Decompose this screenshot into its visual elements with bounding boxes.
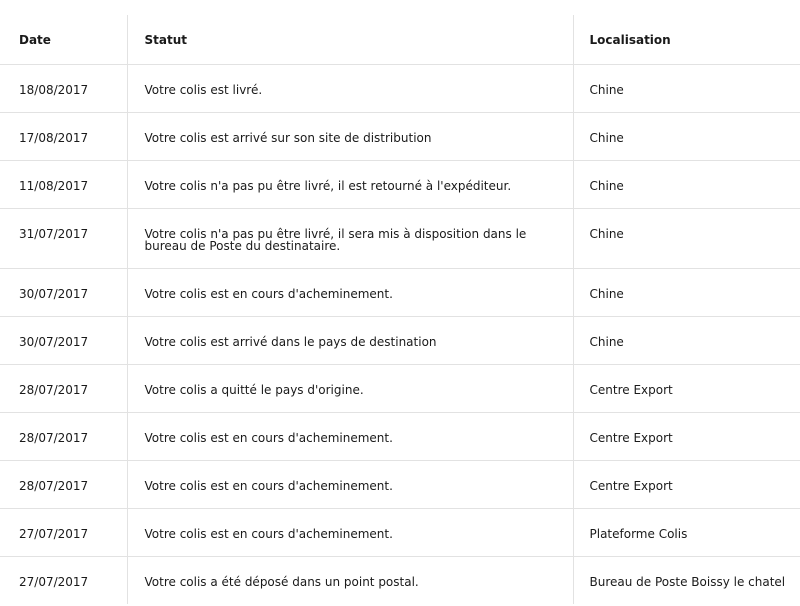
row-date: 11/08/2017 xyxy=(0,160,127,208)
header-location: Localisation xyxy=(573,15,800,64)
row-status: Votre colis n'a pas pu être livré, il sera mis à disposition dans le bureau de Poste du destinataire. xyxy=(127,208,573,268)
table-row xyxy=(0,208,800,268)
table-row xyxy=(0,160,800,208)
header-date: Date xyxy=(0,15,127,64)
table-body xyxy=(0,64,800,604)
row-status: Votre colis n'a pas pu être livré, il est retourné à l'expéditeur. xyxy=(127,160,573,208)
row-date: 27/07/2017 xyxy=(19,574,89,589)
row-date: 18/08/2017 xyxy=(0,64,127,112)
row-date: 28/07/2017 xyxy=(0,460,127,508)
row-status: Votre colis est en cours d'acheminement. xyxy=(127,460,573,508)
row-location: Centre Export xyxy=(573,412,800,460)
row-status: Votre colis est en cours d'acheminement. xyxy=(127,412,573,460)
row-location: Chine xyxy=(573,64,800,112)
table-row xyxy=(0,364,800,412)
table-row xyxy=(0,316,800,364)
row-status: Votre colis est arrivé sur son site de distribution xyxy=(127,112,573,160)
row-location: Chine xyxy=(573,316,800,364)
row-status: Votre colis est arrivé dans le pays de destination xyxy=(127,316,573,364)
row-status: Votre colis est livré. xyxy=(127,64,573,112)
row-date: 28/07/2017 xyxy=(0,364,127,412)
tracking-history-table xyxy=(0,15,800,604)
row-date: 31/07/2017 xyxy=(0,208,127,268)
row-location: Bureau de Poste Boissy le chatel xyxy=(573,556,800,604)
row-date: 17/08/2017 xyxy=(0,112,127,160)
table-row xyxy=(0,508,800,556)
row-status: Votre colis est en cours d'acheminement. xyxy=(127,508,573,556)
row-location: Chine xyxy=(573,112,800,160)
row-location: Chine xyxy=(573,160,800,208)
row-date: 30/07/2017 xyxy=(0,268,127,316)
row-location: Chine xyxy=(573,268,800,316)
row-date: 30/07/2017 xyxy=(0,316,127,364)
table-row xyxy=(0,556,800,604)
row-status: Votre colis a quitté le pays d'origine. xyxy=(127,364,573,412)
row-location: Centre Export xyxy=(573,364,800,412)
row-status: Votre colis a été déposé dans un point postal. xyxy=(127,556,573,604)
row-date: 27/07/2017 xyxy=(0,508,127,556)
table-row xyxy=(0,64,800,112)
row-location: Chine xyxy=(573,208,800,268)
table-row xyxy=(0,268,800,316)
header-status: Statut xyxy=(127,15,573,64)
header-row xyxy=(0,15,800,64)
row-date: 28/07/2017 xyxy=(0,412,127,460)
row-location: Centre Export xyxy=(573,460,800,508)
table-row xyxy=(0,112,800,160)
table-row xyxy=(0,412,800,460)
row-status: Votre colis est en cours d'acheminement. xyxy=(127,268,573,316)
table-row xyxy=(0,460,800,508)
table-header xyxy=(0,15,800,64)
row-location: Plateforme Colis xyxy=(573,508,800,556)
